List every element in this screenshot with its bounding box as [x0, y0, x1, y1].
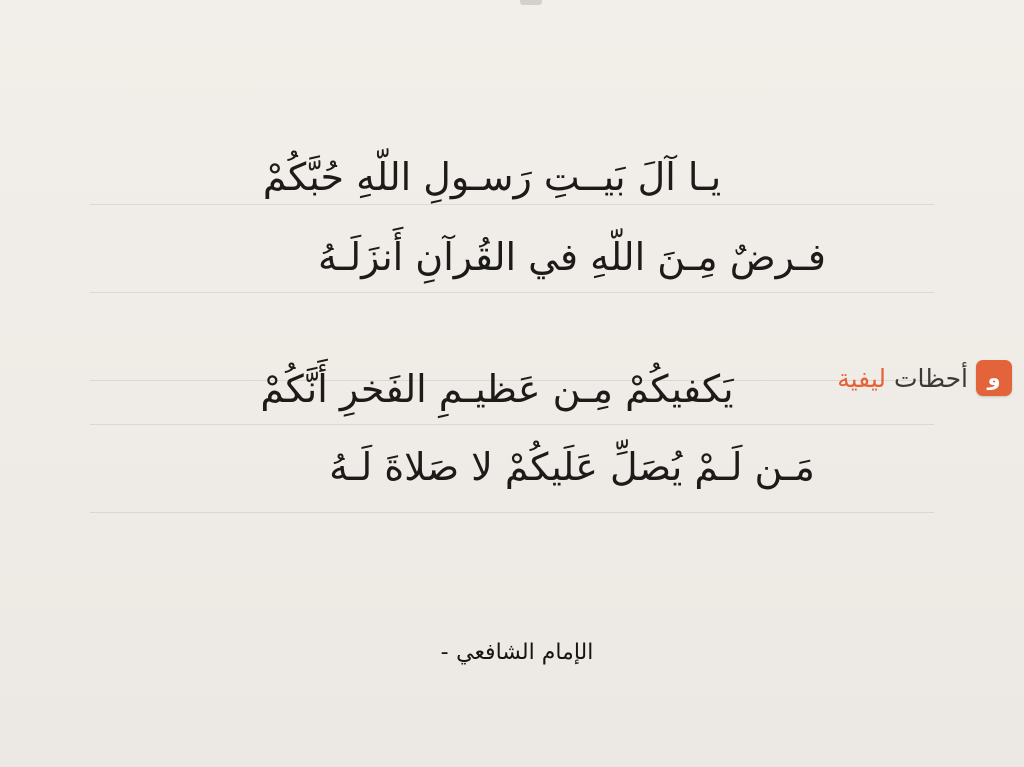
poem-line-2: فـرضٌ مِـنَ اللّهِ في القُرآنِ أَنزَلَـهُ: [318, 234, 826, 279]
poem-line-3: يَكفيكُمْ مِـن عَظيـمِ الفَخرِ أَنَّكُمْ: [260, 366, 734, 411]
attribution-dash: -: [440, 640, 450, 665]
poem-line-1: يـا آلَ بَيــتِ رَسـولِ اللّهِ حُبَّكُمْ: [262, 155, 722, 199]
watermark-text: [837, 364, 968, 393]
watermark-text-primary: أحظات: [893, 363, 968, 393]
watermark-logo-icon: و: [976, 360, 1012, 396]
top-notch: [520, 0, 542, 5]
attribution-author: الإمام الشافعي: [456, 640, 594, 665]
watermark-text-accent: ليفية: [837, 363, 886, 393]
watermark: [837, 360, 1012, 396]
poem-body: [60, 120, 964, 488]
guide-line: [90, 512, 934, 513]
poem-line-4: مَـن لَـمْ يُصَلِّ عَلَيكُمْ لا صَلاةَ لَـهُ: [329, 444, 815, 489]
attribution: [0, 640, 1024, 665]
